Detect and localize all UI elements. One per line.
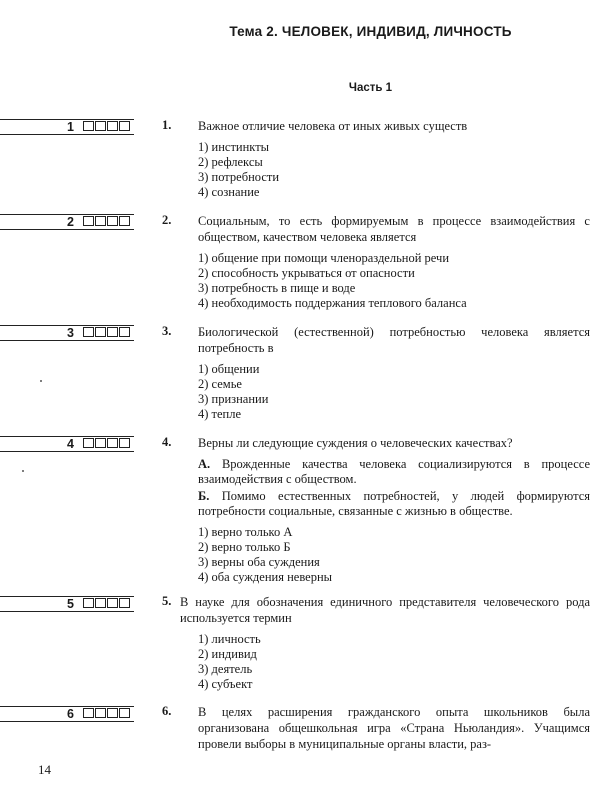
question-number: 5. xyxy=(162,594,172,608)
answer-boxes xyxy=(83,216,130,226)
answer-box[interactable] xyxy=(119,121,130,131)
question-number: 3. xyxy=(162,324,172,338)
answer-box[interactable] xyxy=(107,708,118,718)
answer-number: 6 xyxy=(67,707,74,721)
answer-box[interactable] xyxy=(107,438,118,448)
answer-option[interactable]: 4) сознание xyxy=(198,185,260,199)
answer-box[interactable] xyxy=(83,598,94,608)
answer-option[interactable]: 3) потребности xyxy=(198,170,280,184)
answer-row-6 xyxy=(0,706,134,722)
answer-box[interactable] xyxy=(95,121,106,131)
answer-option[interactable]: 3) деятель xyxy=(198,662,253,676)
answer-option[interactable]: 1) общение при помощи членораздельной речи xyxy=(198,251,450,265)
answer-option[interactable]: 1) верно только А xyxy=(198,525,293,539)
answer-option[interactable]: 4) субъект xyxy=(198,677,253,691)
answer-box[interactable] xyxy=(119,708,130,718)
answer-options xyxy=(198,632,590,692)
answer-number: 2 xyxy=(67,215,74,229)
answer-options xyxy=(198,525,590,585)
question-5 xyxy=(162,594,590,692)
answer-box[interactable] xyxy=(83,327,94,337)
answer-box[interactable] xyxy=(95,216,106,226)
question-text: Важное отличие человека от иных живых существ xyxy=(198,119,468,133)
statement-a xyxy=(198,457,590,487)
statement-text: Врожденные качества человека социализируются в процессе взаимодействия с обществом. xyxy=(198,457,590,486)
statement-label: А. xyxy=(198,457,211,471)
answer-option[interactable]: 3) верны оба суждения xyxy=(198,555,320,569)
question-4 xyxy=(162,435,590,585)
statement-label: Б. xyxy=(198,489,210,503)
answer-row-5 xyxy=(0,596,134,612)
answer-box[interactable] xyxy=(83,216,94,226)
scan-speck xyxy=(22,470,24,472)
answer-box[interactable] xyxy=(107,121,118,131)
answer-options xyxy=(198,140,590,200)
answer-box[interactable] xyxy=(95,598,106,608)
answer-number: 3 xyxy=(67,326,74,340)
answer-option[interactable]: 2) способность укрываться от опасности xyxy=(198,266,415,280)
answer-option[interactable]: 1) личность xyxy=(198,632,261,646)
answer-number: 1 xyxy=(67,120,74,134)
question-text: Биологической (естественной) потребностью человека является потребность в xyxy=(198,325,590,355)
question-number: 2. xyxy=(162,213,172,227)
answer-row-1 xyxy=(0,119,134,135)
answer-box[interactable] xyxy=(119,216,130,226)
question-2 xyxy=(162,213,590,311)
answer-option[interactable]: 4) оба суждения неверны xyxy=(198,570,333,584)
answer-number: 4 xyxy=(67,437,74,451)
answer-option[interactable]: 1) общении xyxy=(198,362,260,376)
answer-box[interactable] xyxy=(95,327,106,337)
answer-row-3 xyxy=(0,325,134,341)
question-text: В науке для обозначения единичного представителя человеческого рода используется термин xyxy=(180,595,590,625)
answer-box[interactable] xyxy=(107,598,118,608)
answer-number: 5 xyxy=(67,597,74,611)
answer-box[interactable] xyxy=(119,327,130,337)
answer-option[interactable]: 3) признании xyxy=(198,392,269,406)
answer-option[interactable]: 4) необходимость поддержания теплового баланса xyxy=(198,296,467,310)
question-text: Верны ли следующие суждения о человеческих качествах? xyxy=(198,436,513,450)
answer-row-2 xyxy=(0,214,134,230)
question-number: 6. xyxy=(162,704,172,718)
answer-box[interactable] xyxy=(83,121,94,131)
part-heading: Часть 1 xyxy=(348,82,393,94)
answer-options xyxy=(198,251,590,311)
answer-option[interactable]: 2) семье xyxy=(198,377,242,391)
answer-boxes xyxy=(83,121,130,131)
answer-box[interactable] xyxy=(95,708,106,718)
answer-box[interactable] xyxy=(107,327,118,337)
answer-boxes xyxy=(83,438,130,448)
answer-option[interactable]: 2) индивид xyxy=(198,647,257,661)
answer-box[interactable] xyxy=(119,598,130,608)
answer-boxes xyxy=(83,327,130,337)
answer-box[interactable] xyxy=(83,438,94,448)
answer-box[interactable] xyxy=(107,216,118,226)
question-text: Социальным, то есть формируемым в процессе взаимодействия с обществом, качеством человека является xyxy=(198,214,590,244)
answer-options xyxy=(198,362,590,422)
answer-boxes xyxy=(83,708,130,718)
question-6 xyxy=(162,704,590,752)
question-number: 1. xyxy=(162,118,172,132)
answer-box[interactable] xyxy=(83,708,94,718)
answer-option[interactable]: 2) верно только Б xyxy=(198,540,291,554)
answer-option[interactable]: 1) инстинкты xyxy=(198,140,270,154)
question-number: 4. xyxy=(162,435,172,449)
answer-option[interactable]: 3) потребность в пище и воде xyxy=(198,281,356,295)
question-3 xyxy=(162,324,590,422)
answer-box[interactable] xyxy=(95,438,106,448)
question-text: В целях расширения гражданского опыта школьников была организована общешкольная игра «Страна Ньюландия». Учащимся провели выборы в муниципальные органы власти, раз- xyxy=(198,705,590,751)
answer-box[interactable] xyxy=(119,438,130,448)
answer-row-4 xyxy=(0,436,134,452)
scan-speck xyxy=(40,380,42,382)
answer-boxes xyxy=(83,598,130,608)
question-1 xyxy=(162,118,590,200)
answer-option[interactable]: 2) рефлексы xyxy=(198,155,263,169)
statement-b xyxy=(198,489,590,519)
answer-option[interactable]: 4) тепле xyxy=(198,407,242,421)
page-title: Тема 2. ЧЕЛОВЕК, ИНДИВИД, ЛИЧНОСТЬ xyxy=(229,24,512,39)
page-number: 14 xyxy=(38,762,51,777)
statement-text: Помимо естественных потребностей, у людей формируются потребности социальные, связанные с жизнью в обществе. xyxy=(198,489,591,518)
